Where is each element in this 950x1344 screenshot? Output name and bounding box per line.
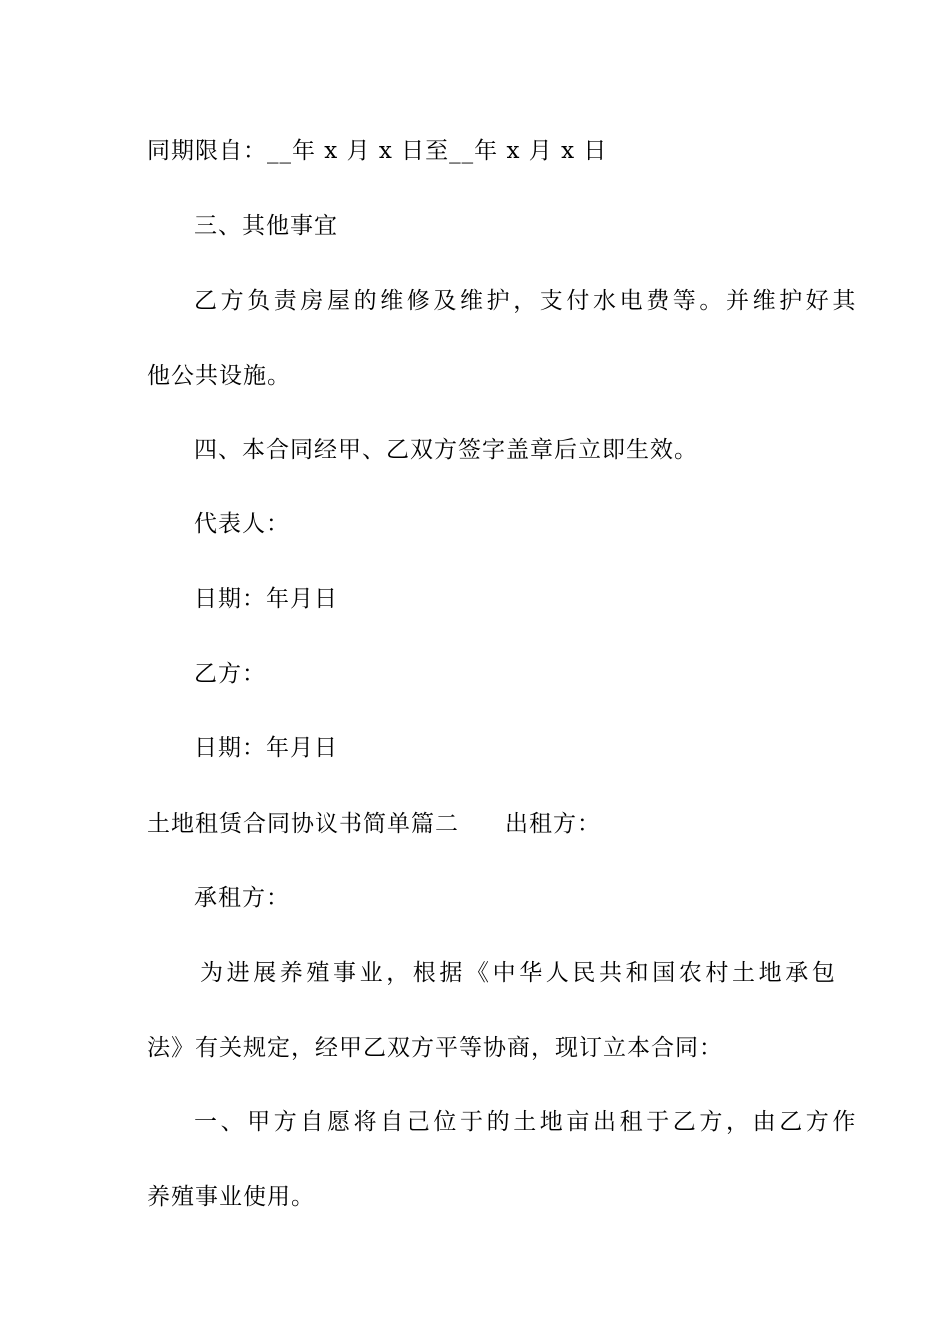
section-three-heading: 三、其他事宜 — [194, 213, 338, 239]
clause-one-line-1: 一、甲方自愿将自己位于的土地亩出租于乙方，由乙方作 — [194, 1109, 859, 1135]
lease-period-line: 同期限自：__年 x 月 x 日至__年 x 月 x 日 — [147, 138, 608, 164]
paragraph-maintenance-line-2: 他公共设施。 — [147, 363, 291, 389]
lessee-label: 承租方： — [194, 885, 290, 911]
contract-title-line — [147, 808, 807, 840]
clause-one-line-2: 养殖事业使用。 — [147, 1184, 315, 1210]
date-line-1: 日期：年月日 — [194, 586, 338, 612]
contract-title: 土地租赁合同协议书简单篇二 — [147, 811, 459, 837]
section-four-text: 四、本合同经甲、乙双方签字盖章后立即生效。 — [194, 437, 698, 463]
paragraph-maintenance-line-1: 乙方负责房屋的维修及维护，支付水电费等。并维护好其 — [194, 288, 859, 314]
party-b-label: 乙方： — [194, 661, 266, 687]
lessor-label: 出租方： — [505, 811, 601, 837]
representative-label: 代表人： — [194, 511, 290, 537]
paragraph-purpose-line-2: 法》有关规定，经甲乙双方平等协商，现订立本合同： — [147, 1035, 723, 1061]
paragraph-purpose-line-1: 为进展养殖事业，根据《中华人民共和国农村土地承包 — [200, 960, 839, 986]
date-line-2: 日期：年月日 — [194, 735, 338, 761]
